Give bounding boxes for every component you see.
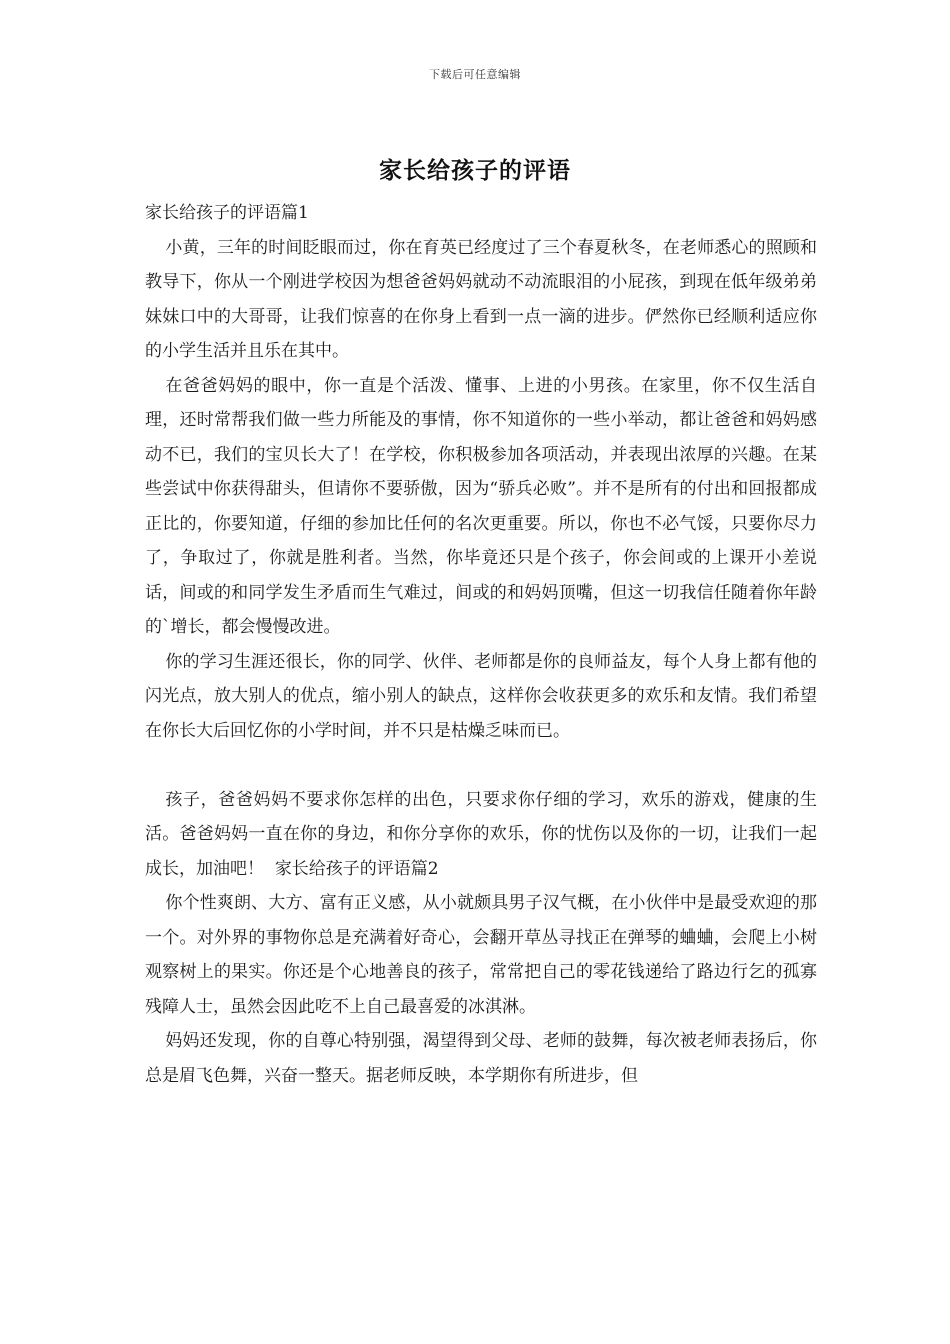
section-heading-1: 家长给孩子的评语篇1 — [145, 203, 309, 223]
paragraph-4-text: 孩子，爸爸妈妈不要求你怎样的出色，只要求你仔细的学习，欢乐的游戏，健康的生活。爸爸妈妈一直在你的身边，和你分享你的欢乐，你的忧伤以及你的一切，让我们一起成长，加油吧！ — [145, 789, 817, 879]
header-note: 下载后可任意编辑 — [429, 68, 521, 81]
paragraph-1: 小黄，三年的时间眨眼而过，你在育英已经度过了三个春夏秋冬，在老师悉心的照顾和教导下，你从一个刚进学校因为想爸爸妈妈就动不动流眼泪的小屁孩，到现在低年级弟弟妹妹口中的大哥哥，让我们惊喜的在你身上看到一点一滴的进步。俨然你已经顺利适应你的小学生活并且乐在其中。 — [145, 237, 817, 361]
blank-line — [145, 748, 817, 783]
paragraph-5: 你个性爽朗、大方、富有正义感，从小就颇具男子汉气概，在小伙伴中是最受欢迎的那一个。对外界的事物你总是充满着好奇心，会翻开草丛寻找正在弹琴的蛐蛐，会爬上小树观察树上的果实。你还是个心地善良的孩子，常常把自己的零花钱递给了路边行乞的孤寡残障人士，虽然会因此吃不上自己最喜爱的冰淇淋。 — [145, 893, 817, 1017]
document-title: 家长给孩子的评语 — [379, 157, 571, 184]
paragraph-2: 在爸爸妈妈的眼中，你一直是个活泼、懂事、上进的小男孩。在家里，你不仅生活自理，还时常帮我们做一些力所能及的事情，你不知道你的一些小举动，都让爸爸和妈妈感动不已，我们的宝贝长大了！在学校，你积极参加各项活动，并表现出浓厚的兴趣。在某些尝试中你获得甜头，但请你不要骄傲，因为“骄兵必败”。并不是所有的付出和回报都成正比的，你要知道，仔细的参加比任何的名次更重要。所以，你也不必气馁，只要你尽力了，争取过了，你就是胜利者。当然，你毕竟还只是个孩子，你会间或的上课开小差说话，间或的和同学发生矛盾而生气难过，间或的和妈妈顶嘴，但这一切我信任随着你年龄的`增长，都会慢慢改进。 — [145, 375, 817, 637]
section-heading-2: 家长给孩子的评语篇2 — [274, 858, 439, 879]
document-body — [145, 196, 817, 1093]
paragraph-3: 你的学习生涯还很长，你的同学、伙伴、老师都是你的良师益友，每个人身上都有他的闪光点，放大别人的优点，缩小别人的缺点，这样你会收获更多的欢乐和友情。我们希望在你长大后回忆你的小学时间，并不只是枯燥乏味而已。 — [145, 651, 817, 741]
paragraph-4 — [145, 783, 817, 887]
paragraph-6: 妈妈还发现，你的自尊心特别强，渴望得到父母、老师的鼓舞，每次被老师表扬后，你总是眉飞色舞，兴奋一整天。据老师反映，本学期你有所进步，但 — [145, 1031, 817, 1086]
